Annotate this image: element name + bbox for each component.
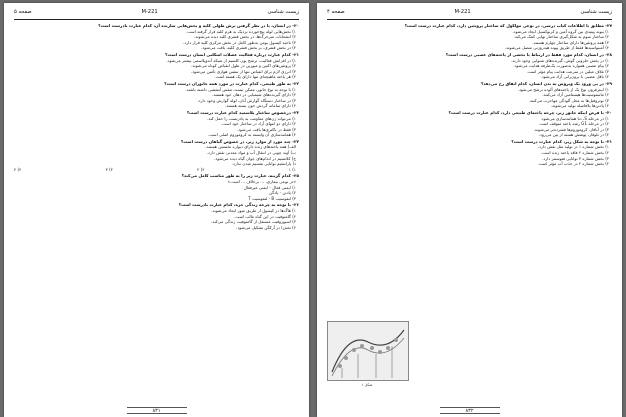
answer-option: ۴) هر یاخته ماهیچه‌ای تنها دارای یک هسته است. xyxy=(214,74,296,80)
answer-option: ۲) بخش شماره ۲ فاقد یاخته زنده است. xyxy=(540,150,609,156)
answer-option: ۱) با توجه به نوع جانور، ممکن نیست تنفس آبششی داشته باشند. xyxy=(185,86,296,92)
answer-option: ۲) پادتن - پادگن xyxy=(269,190,296,196)
question-block xyxy=(327,81,612,109)
question-block xyxy=(327,139,612,167)
question-block xyxy=(327,52,612,80)
answer-option: ۱) ایمنی فعال - ایمنی غیرفعال xyxy=(243,184,296,190)
question-text: - درخصوص ساختار پلاسمید کدام عبارت درست است؟ xyxy=(186,109,294,115)
figure-illustration xyxy=(328,322,408,380)
figure-caption: شکل ۱ xyxy=(361,383,373,387)
question-number: ۲۹ xyxy=(607,80,612,86)
answer-option: ۴) پادتن‌ها بلافاصله تولید می‌شوند. xyxy=(550,103,609,109)
answer-option: ۱) پیوند پپتیدی بین گروه آمین و کربوکسیل ایجاد می‌شود. xyxy=(512,28,609,34)
answer-option: ۴) تخم‌زا در آرکگن تشکیل می‌شود. xyxy=(236,224,296,230)
answer-option: ۱) بخش شماره ۱ در تولید مثل نقش دارد. xyxy=(537,144,609,150)
answer-option: ۲) گامتوفیت در این گیاه غالب است. xyxy=(234,213,296,219)
answer-option: ۲) انشعابات سرخرگ‌ها، در بخش قشری کلیه دیده می‌شوند. xyxy=(193,34,296,40)
answer-option: ۴) آمینواسیدها فقط از طریق پیوند هیدروژنی متصل می‌شوند. xyxy=(504,45,609,51)
right-footer-page-number: ۸۳۲ xyxy=(440,407,500,414)
answer-option: ۱) بخش‌هایی لوله پیچ‌خورده نزدیک به هرم کلیه قرار گرفته است. xyxy=(185,28,296,34)
question-block xyxy=(14,110,299,138)
question-text: - کدام عبارت درباره فعالیت عضلات اسکلتی انسان درست است؟ xyxy=(165,51,294,57)
right-header-code: 221-M xyxy=(454,9,471,15)
answer-option: الف) همه یاخته‌های زنده دارای دیواره نخستین هستند. xyxy=(205,144,296,150)
answer-option: ۴) ناقل عصبی با برون‌رانی آزاد می‌شود. xyxy=(540,74,609,80)
answer-option: ۱) اینترفرون نوع یک از یاخته‌های آلوده ترشح می‌شود. xyxy=(517,86,609,92)
question-text: - در انسان، کدام مورد فقط در ارتباط با بخشی از یاخته‌های عصبی درست است؟ xyxy=(445,51,607,57)
answer-option: ج) کلانشیم در اندام‌های جوان گیاه دیده می‌شود. xyxy=(214,155,296,161)
question-number: ۲۵ xyxy=(294,173,299,179)
answer-option: ۳) فقط در باکتری‌ها یافت می‌شود. xyxy=(236,126,296,132)
question-block xyxy=(14,81,299,109)
question-text: - چند مورد از موارد زیر، در خصوص گیاهان درست است؟ xyxy=(180,138,294,144)
left-header-page: صفحه ۵ xyxy=(14,9,32,15)
question-text: - با توجه به شکل زیر، کدام عبارت درست است؟ xyxy=(511,138,607,144)
answer-option: «در نوعی بیماری، ... برخلاف ... است.» xyxy=(227,179,296,185)
answer-option: ۱) می‌تواند ژن‌های مقاومت به پادزیست را حمل کند. xyxy=(207,115,296,121)
answer-option: ۴) در بخش قشری، بر بخش قشری کلیه، یافت می‌شود. xyxy=(201,45,296,51)
answer-choice: ۳) ۳ xyxy=(105,166,113,172)
right-page-footer xyxy=(327,407,612,414)
answer-option: ۱) در افزایش فعالیت، ترشح یون کلسیم از شبکه آندوپلاسمی بیشتر می‌شود. xyxy=(166,57,296,63)
answer-option: ۳) در ساختار دستگاه گوارش آنان، لوله گوارش وجود دارد. xyxy=(197,97,296,103)
answer-option: ۳) ناحیه کپسول بومن به‌طور کامل در بخش مرکزی کلیه قرار دارد. xyxy=(183,39,296,45)
answer-option: ۲) پیام عصبی همواره به‌صورت یک‌طرفه هدایت می‌شود. xyxy=(513,63,609,69)
answer-option: ۱) در بخش حلزونی گوش، گیرنده‌های شنوایی وجود دارند. xyxy=(511,57,609,63)
left-page-header xyxy=(14,9,299,20)
answer-option: د) پارانشیم توانایی تقسیم شدن ندارد. xyxy=(231,161,296,167)
right-header-page: صفحه ۴ xyxy=(327,9,345,15)
answer-option: ۳) غلاف میلین در سرعت هدایت پیام مؤثر است. xyxy=(526,68,609,74)
question-number: ۲۷ xyxy=(607,23,612,28)
answer-option: ۳) اسپوروفیت مستقل از گامتوفیت زندگی می‌کند. xyxy=(211,219,296,225)
left-page-content xyxy=(14,23,299,403)
left-page-footer xyxy=(14,407,299,414)
left-footer-page-number: ۸۳۱ xyxy=(127,407,187,414)
right-page xyxy=(317,3,622,417)
answer-option: ۲) در مرحله G1 رشد یاخته متوقف است. xyxy=(538,121,609,127)
question-number: ۲۸ xyxy=(607,51,612,57)
answer-option: ۳) بخش شماره ۳ توانایی فتوسنتز دارد. xyxy=(542,155,609,161)
question-block xyxy=(14,139,299,173)
right-header-subject: زیست شناسی xyxy=(580,9,612,15)
question-number: ۲۲ xyxy=(294,80,299,86)
question-number: ۲۶ xyxy=(294,202,299,208)
answer-option: ۲) پروتئین‌های اکتین و میوزین در طول انقباض کوتاه می‌شوند. xyxy=(191,63,296,69)
cross-section-figure xyxy=(327,321,409,381)
left-header-code: 221-M xyxy=(141,9,158,15)
question-block xyxy=(14,52,299,80)
question-number: ۲۳ xyxy=(294,109,299,115)
answer-option: ۴) بخش شماره ۴ در جذب آب مؤثر است. xyxy=(537,161,609,167)
answer-option: ۲) دارای دو انتهای آزاد در ساختار خود است. xyxy=(220,121,296,127)
answer-option: ۳) در آنافاز، کروموزوم‌ها فشرده‌تر می‌شوند. xyxy=(533,126,609,132)
question-block xyxy=(327,23,612,51)
answer-option: ۲) ساختار سوم به شکل‌گیری ساختار نهایی کمک می‌کند. xyxy=(513,34,609,40)
question-text: - با فرض اینکه جانور زیر، چرخه یاخته‌ای طبیعی دارد، کدام عبارت درست است؟ xyxy=(448,109,607,115)
answer-option: ۳) نوتروفیل‌ها به محل آلودگی مهاجرت می‌کنند. xyxy=(528,97,609,103)
answer-choice: ۲) ۲ xyxy=(197,166,205,172)
answer-option: ۱) در مرحله S، دنا همانندسازی می‌شود. xyxy=(540,115,609,121)
question-text: - کدام گزینه، عبارت زیر را به طور مناسب کامل می‌کند؟ xyxy=(181,173,294,179)
question-block xyxy=(327,110,612,138)
answer-option: ۲) دارای گیرنده‌های شیمیایی در دهان خود هستند. xyxy=(212,92,296,98)
answer-choice: ۴) ۴ xyxy=(14,166,22,172)
question-number: ۲۰ xyxy=(294,23,299,28)
left-header-subject: زیست شناسی xyxy=(267,9,299,15)
answer-option: ۳) همه پروتئین‌ها دارای ساختار چهارم هستند. xyxy=(532,39,609,45)
answer-option: ۳) انرژی لازم برای انقباض تنها از تنفس هوازی تأمین می‌شود. xyxy=(191,68,296,74)
answer-option: ۴) همانندسازی آن وابسته به کروموزوم اصلی است. xyxy=(207,132,296,138)
question-text: - مطابق با اطلاعات کتاب درسی، در نوعی مولکول که ساختار پروتئین دارد، کدام عبارت درست است؟ xyxy=(404,23,607,28)
answer-choice: ۱) ۱ xyxy=(288,166,296,172)
answer-option: ۳) لنفوسیت B - لنفوسیت T xyxy=(248,195,296,201)
answer-option: ب) آوند چوبی در انتقال آب و مواد معدنی نقش دارد. xyxy=(206,150,296,156)
question-number: ۳۰ xyxy=(607,109,612,115)
answer-option: ۱) هاگ‌ها در کپسول از طریق میوز ایجاد می‌شوند. xyxy=(211,208,296,213)
question-number: ۲۱ xyxy=(294,51,299,57)
question-block xyxy=(14,202,299,230)
question-text: - به طور طبیعی، کدام عبارت در مورد همه جانوران درست است؟ xyxy=(164,80,294,86)
question-block xyxy=(14,23,299,51)
question-text: - در پی ورود یک ویروس به بدن انسان، کدام اتفاق رخ می‌دهد؟ xyxy=(480,80,607,86)
answer-option: ۴) دارای سامانه گردش خون بسته هستند. xyxy=(225,103,296,109)
question-number: ۲۴ xyxy=(294,138,299,144)
right-page-header xyxy=(327,9,612,20)
question-block xyxy=(14,173,299,201)
answer-option: ۲) ماستوسیت‌ها هیستامین آزاد می‌کنند. xyxy=(542,92,609,98)
answer-choices-row xyxy=(14,167,299,173)
answer-option: ۴) در تلوفاز، پوشش هسته از بین می‌رود. xyxy=(538,132,609,138)
question-number: ۳۱ xyxy=(607,138,612,144)
left-page xyxy=(4,3,309,417)
question-text: - در انسان، با در نظر گرفتن برش طولی کلیه و بخش‌هایی سازنده آن، کدام عبارت نادرست است؟ xyxy=(98,23,294,28)
question-text: - با توجه به چرخه زندگی خزه، کدام عبارت نادرست است؟ xyxy=(178,202,294,208)
